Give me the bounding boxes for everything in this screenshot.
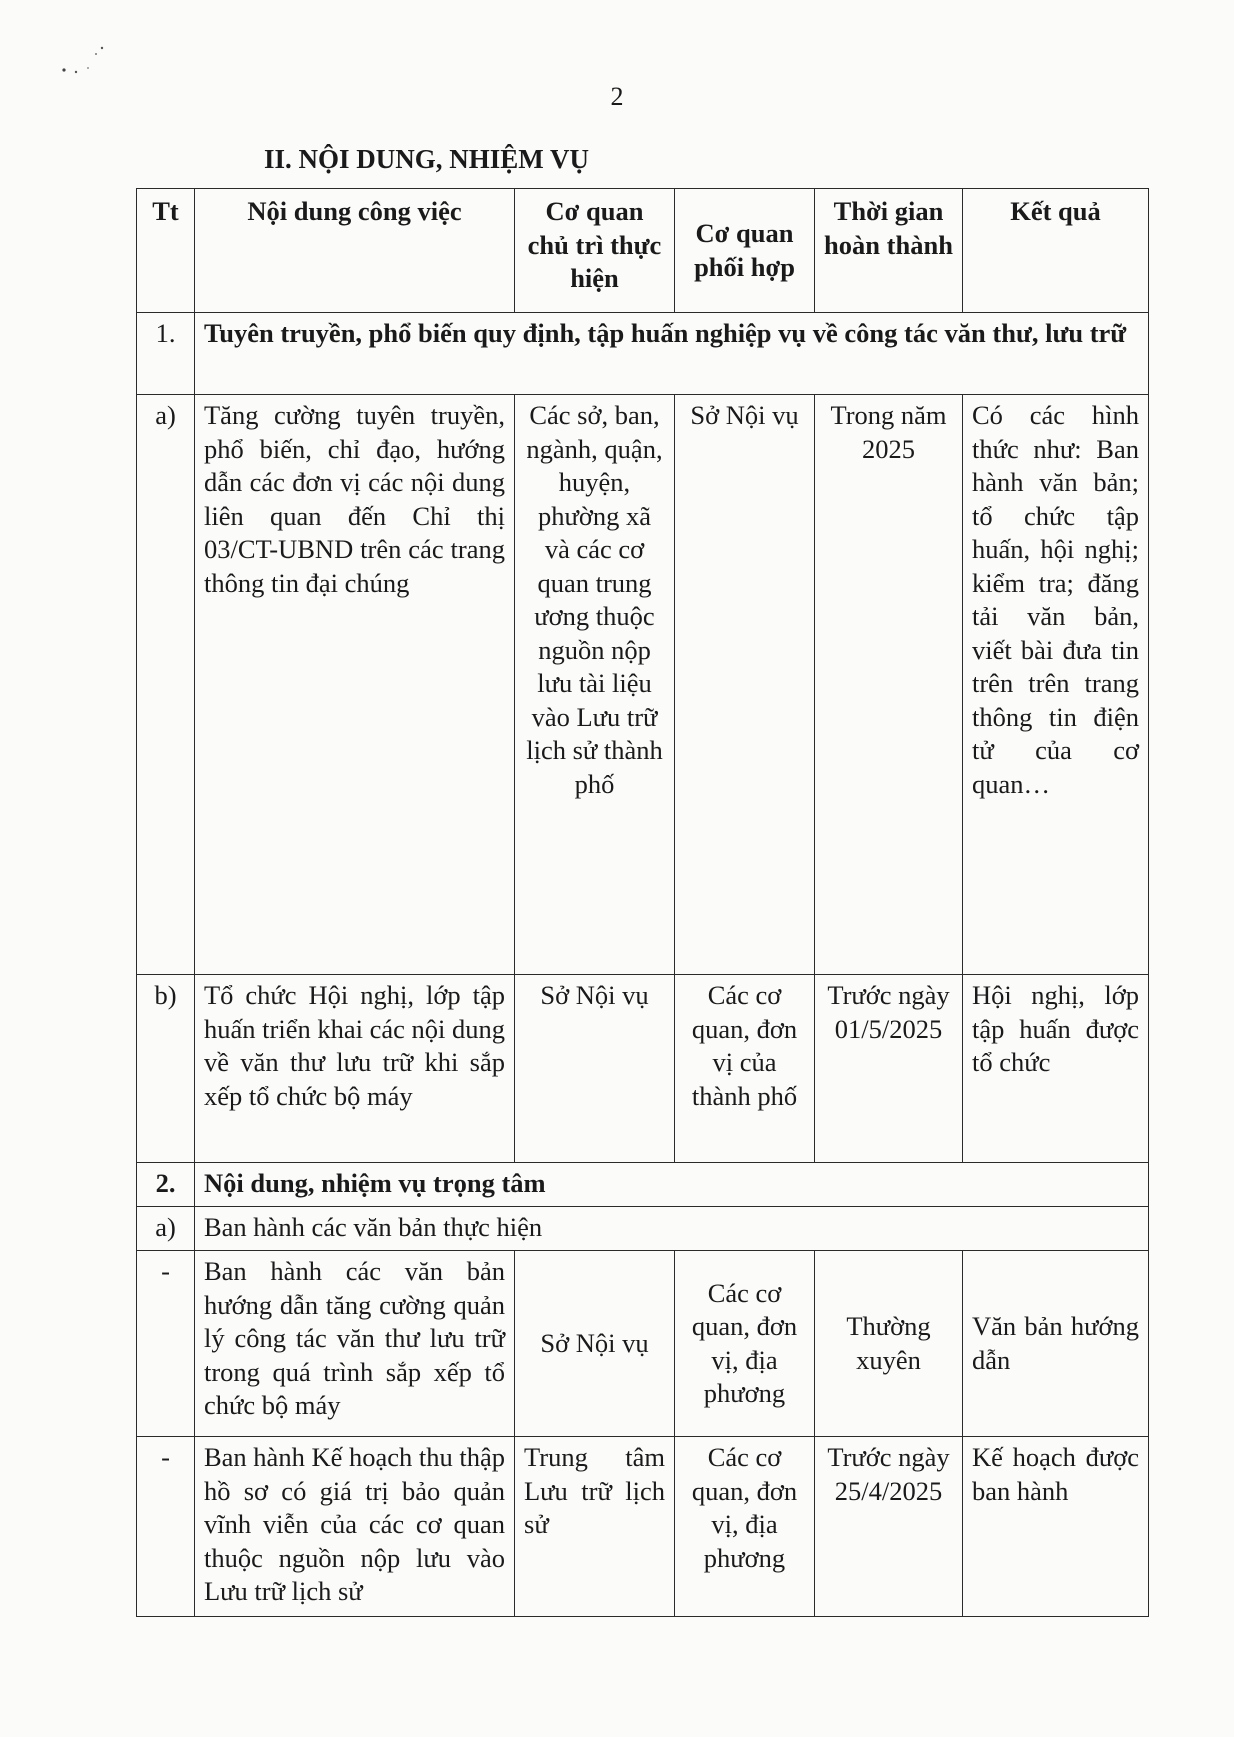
row-lead-agency: Sở Nội vụ [515,975,675,1163]
table-row [137,395,1149,975]
row-lead-agency: Sở Nội vụ [515,1251,675,1437]
page-number: 2 [610,82,624,111]
table-row [137,975,1149,1163]
row-deadline: Thường xuyên [815,1251,963,1437]
table-row [137,1437,1149,1617]
section-number: 1. [137,313,195,395]
row-coop-agency: Các cơ quan, đơn vị, địa phương [675,1251,815,1437]
table-row [137,1251,1149,1437]
row-tt: - [137,1437,195,1617]
section-row [137,1163,1149,1207]
section-number: 2. [137,1163,195,1207]
header-content: Nội dung công việc [195,189,515,313]
row-lead-agency: Các sở, ban, ngành, quận, huyện, phường xã và các cơ quan trung ương thuộc nguồn nộp lưu tài liệu vào Lưu trữ lịch sử thành phố [515,395,675,975]
row-deadline: Trước ngày 01/5/2025 [815,975,963,1163]
row-deadline: Trước ngày 25/4/2025 [815,1437,963,1617]
task-table [136,188,1149,1617]
header-result: Kết quả [963,189,1149,313]
row-deadline: Trong năm 2025 [815,395,963,975]
row-content: Ban hành Kế hoạch thu thập hồ sơ có giá trị bảo quản vĩnh viễn của các cơ quan thuộc nguồn nộp lưu vào Lưu trữ lịch sử [195,1437,515,1617]
subsection-title: Ban hành các văn bản thực hiện [195,1207,1149,1251]
section-row [137,313,1149,395]
row-content: Tăng cường tuyên truyền, phổ biến, chỉ đạo, hướng dẫn các đơn vị các nội dung liên quan đến Chỉ thị 03/CT-UBND trên các trang thông tin đại chúng [195,395,515,975]
row-tt: a) [137,395,195,975]
subsection-tt: a) [137,1207,195,1251]
row-tt: - [137,1251,195,1437]
table-header-row [137,189,1149,313]
subsection-row [137,1207,1149,1251]
header-coop-agency: Cơ quan phối hợp [675,189,815,313]
row-result: Có các hình thức như: Ban hành văn bản; tổ chức tập huấn, hội nghị; kiểm tra; đăng tải văn bản, viết bài đưa tin trên trên trang thông tin điện tử của cơ quan… [963,395,1149,975]
row-lead-agency: Trung tâm Lưu trữ lịch sử [515,1437,675,1617]
header-lead-agency: Cơ quan chủ trì thực hiện [515,189,675,313]
section-title-cell: Tuyên truyền, phổ biến quy định, tập huấn nghiệp vụ về công tác văn thư, lưu trữ [195,313,1149,395]
row-tt: b) [137,975,195,1163]
row-coop-agency: Các cơ quan, đơn vị của thành phố [675,975,815,1163]
row-result: Hội nghị, lớp tập huấn được tổ chức [963,975,1149,1163]
row-coop-agency: Các cơ quan, đơn vị, địa phương [675,1437,815,1617]
header-deadline: Thời gian hoàn thành [815,189,963,313]
row-result: Kế hoạch được ban hành [963,1437,1149,1617]
section-title: II. NỘI DUNG, NHIỆM VỤ [264,144,590,174]
row-coop-agency: Sở Nội vụ [675,395,815,975]
header-tt: Tt [137,189,195,313]
row-result: Văn bản hướng dẫn [963,1251,1149,1437]
row-content: Tổ chức Hội nghị, lớp tập huấn triển khai các nội dung về văn thư lưu trữ khi sắp xếp tổ chức bộ máy [195,975,515,1163]
section-title-cell: Nội dung, nhiệm vụ trọng tâm [195,1163,1149,1207]
row-content: Ban hành các văn bản hướng dẫn tăng cường quản lý công tác văn thư lưu trữ trong quá trình sắp xếp tổ chức bộ máy [195,1251,515,1437]
